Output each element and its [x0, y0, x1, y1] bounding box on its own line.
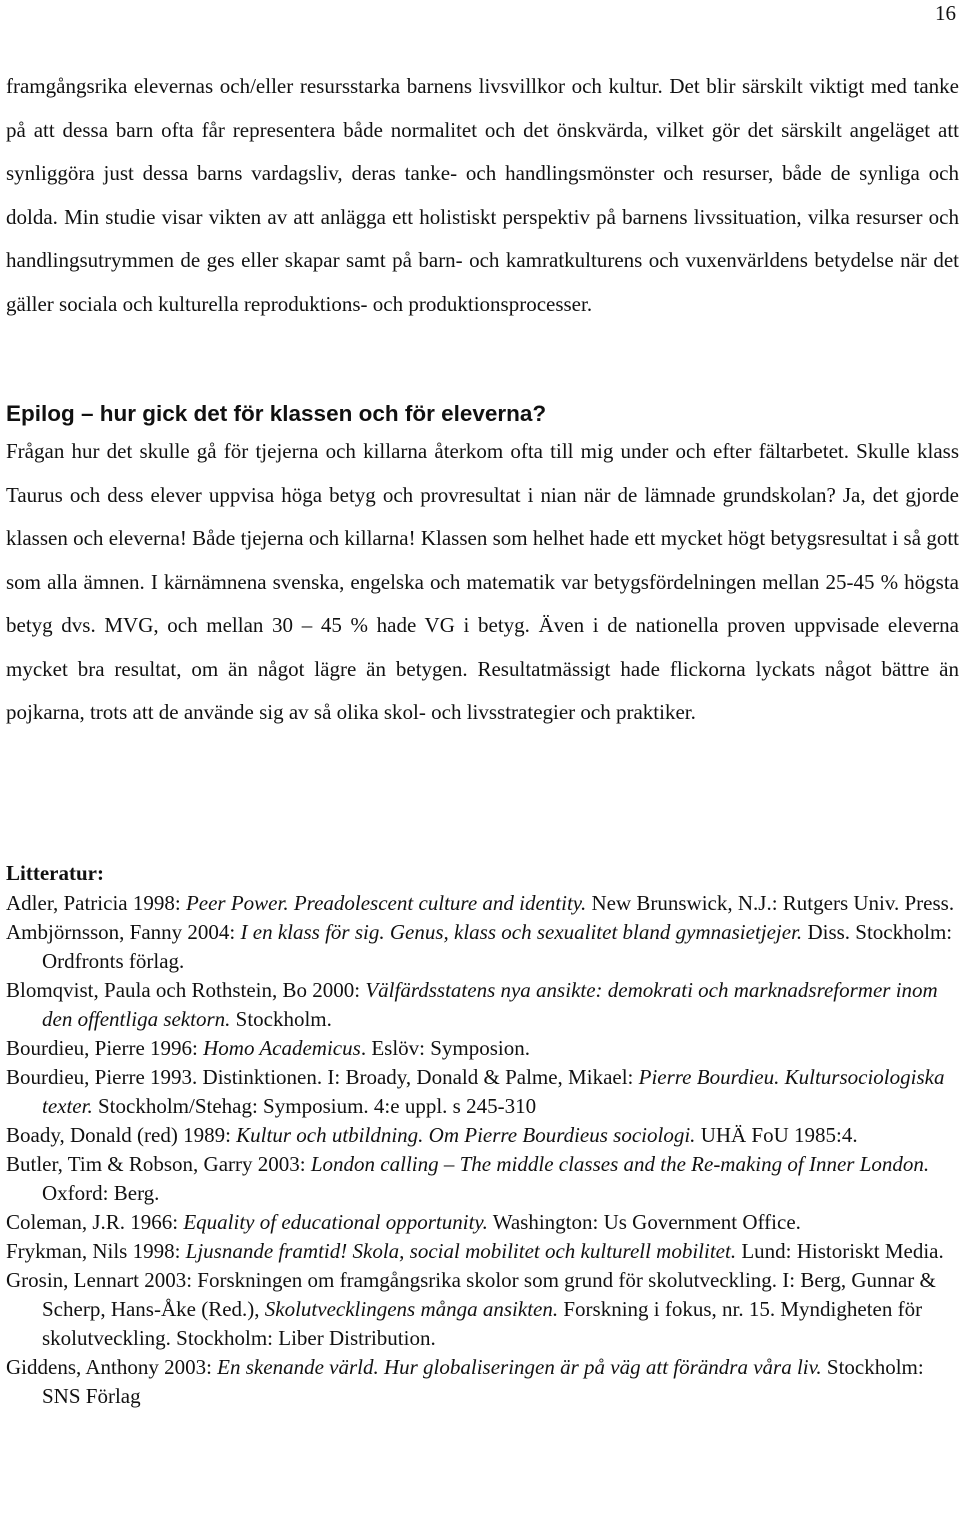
reference-item	[6, 976, 958, 1034]
reference-publisher: New Brunswick, N.J.: Rutgers Univ. Press.	[586, 891, 955, 915]
reference-publisher: Washington: Us Government Office.	[487, 1210, 801, 1234]
reference-author: Blomqvist, Paula och Rothstein, Bo 2000:	[6, 978, 366, 1002]
reference-author: Ambjörnsson, Fanny 2004:	[6, 920, 241, 944]
reference-list	[6, 889, 958, 1411]
reference-item	[6, 889, 958, 918]
reference-title: En skenande värld. Hur globaliseringen är på väg att förändra våra liv.	[217, 1355, 822, 1379]
reference-title: Välfärdsstatens nya ansikte: demokrati och marknadsreformer inom den offentliga sektorn.	[42, 978, 938, 1031]
reference-item	[6, 1208, 958, 1237]
reference-publisher: Stockholm.	[230, 1007, 332, 1031]
reference-author: Frykman, Nils 1998:	[6, 1239, 186, 1263]
reference-author: Adler, Patricia 1998:	[6, 891, 186, 915]
reference-publisher: Forskning i fokus, nr. 15. Myndigheten för skolutveckling. Stockholm: Liber Distribution.	[42, 1297, 923, 1350]
reference-item	[6, 1353, 958, 1411]
reference-title: Equality of educational opportunity.	[183, 1210, 488, 1234]
literature-heading: Litteratur:	[6, 861, 104, 885]
reference-item	[6, 1034, 958, 1063]
section-heading-epilog: Epilog – hur gick det för klassen och för eleverna?	[6, 401, 547, 426]
reference-title: Kultur och utbildning. Om Pierre Bourdieus sociologi.	[236, 1123, 696, 1147]
reference-item	[6, 1150, 958, 1208]
reference-title: Pierre Bourdieu. Kultursociologiska texter.	[42, 1065, 945, 1118]
reference-author: Giddens, Anthony 2003:	[6, 1355, 218, 1379]
reference-author: Coleman, J.R. 1966:	[6, 1210, 184, 1234]
reference-author: Butler, Tim & Robson, Garry 2003:	[6, 1152, 311, 1176]
reference-publisher: Lund: Historiskt Media.	[736, 1239, 944, 1263]
reference-title: Peer Power. Preadolescent culture and identity.	[185, 891, 587, 915]
page-number: 16	[935, 1, 956, 25]
reference-title: Skolutvecklingens många ansikten.	[264, 1297, 559, 1321]
reference-publisher: UHÄ FoU 1985:4.	[695, 1123, 858, 1147]
reference-item	[6, 1121, 958, 1150]
reference-title: I en klass för sig. Genus, klass och sexualitet bland gymnasietjejer.	[240, 920, 803, 944]
reference-item	[6, 1237, 958, 1266]
reference-publisher: Oxford: Berg.	[42, 1181, 160, 1205]
reference-author: Grosin, Lennart 2003: Forskningen om framgångsrika skolor som grund för skolutveckling. I: Berg, Gunnar & Scherp, Hans-Åke (Red.),	[6, 1268, 936, 1321]
reference-author: Bourdieu, Pierre 1993. Distinktionen. I: Broady, Donald & Palme, Mikael:	[6, 1065, 639, 1089]
body-paragraph-epilog: Frågan hur det skulle gå för tjejerna och killarna återkom ofta till mig under och efter fältarbetet. Skulle klass Taurus och dess elever uppvisa höga betyg och provresultat i nian när de lämnade grundskolan? Ja, det gjorde klassen och eleverna! Både tjejerna och killarna! Klassen som helhet hade ett mycket högt betygsresultat i så gott som alla ämnen. I kärnämnena svenska, engelska och matematik var betygsfördelningen mellan 25-45 % högsta betyg dvs. MVG, och mellan 30 – 45 % hade VG i betyg. Även i de nationella proven uppvisade eleverna mycket bra resultat, om än något lägre än betygen. Resultatmässigt hade flickorna lyckats något bättre än pojkarna, trots att de använde sig av så olika skol- och livsstrategier och praktiker.	[6, 439, 959, 724]
reference-publisher: Stockholm: SNS Förlag	[42, 1355, 924, 1408]
reference-item	[6, 918, 958, 976]
reference-author: Bourdieu, Pierre 1996:	[6, 1036, 204, 1060]
reference-title: London calling – The middle classes and the Re-making of Inner London.	[310, 1152, 930, 1176]
reference-publisher: Stockholm/Stehag: Symposium. 4:e uppl. s 245-310	[92, 1094, 537, 1118]
reference-item	[6, 1266, 958, 1353]
body-paragraph-intro: framgångsrika elevernas och/eller resursstarka barnens livsvillkor och kultur. Det blir särskilt viktigt med tanke på att dessa barn ofta får representera både normalitet och det önskvärda, vilket gör det särskilt angeläget att synliggöra just dessa barns vardagsliv, deras tanke- och handlingsmönster och resurser, både de synliga och dolda. Min studie visar vikten av att anlägga ett holistiskt perspektiv på barnens livssituation, vilka resurser och handlingsutrymmen de ges eller skapar samt på barn- och kamratkulturens och vuxenvärldens betydelse när det gäller sociala och kulturella reproduktions- och produktionsprocesser.	[6, 74, 959, 316]
reference-author: Boady, Donald (red) 1989:	[6, 1123, 237, 1147]
reference-publisher: . Eslöv: Symposion.	[360, 1036, 531, 1060]
reference-title: Homo Academicus	[203, 1036, 361, 1060]
reference-item	[6, 1063, 958, 1121]
reference-title: Ljusnande framtid! Skola, social mobilitet och kulturell mobilitet.	[185, 1239, 737, 1263]
reference-publisher: Diss. Stockholm: Ordfronts förlag.	[42, 920, 953, 973]
